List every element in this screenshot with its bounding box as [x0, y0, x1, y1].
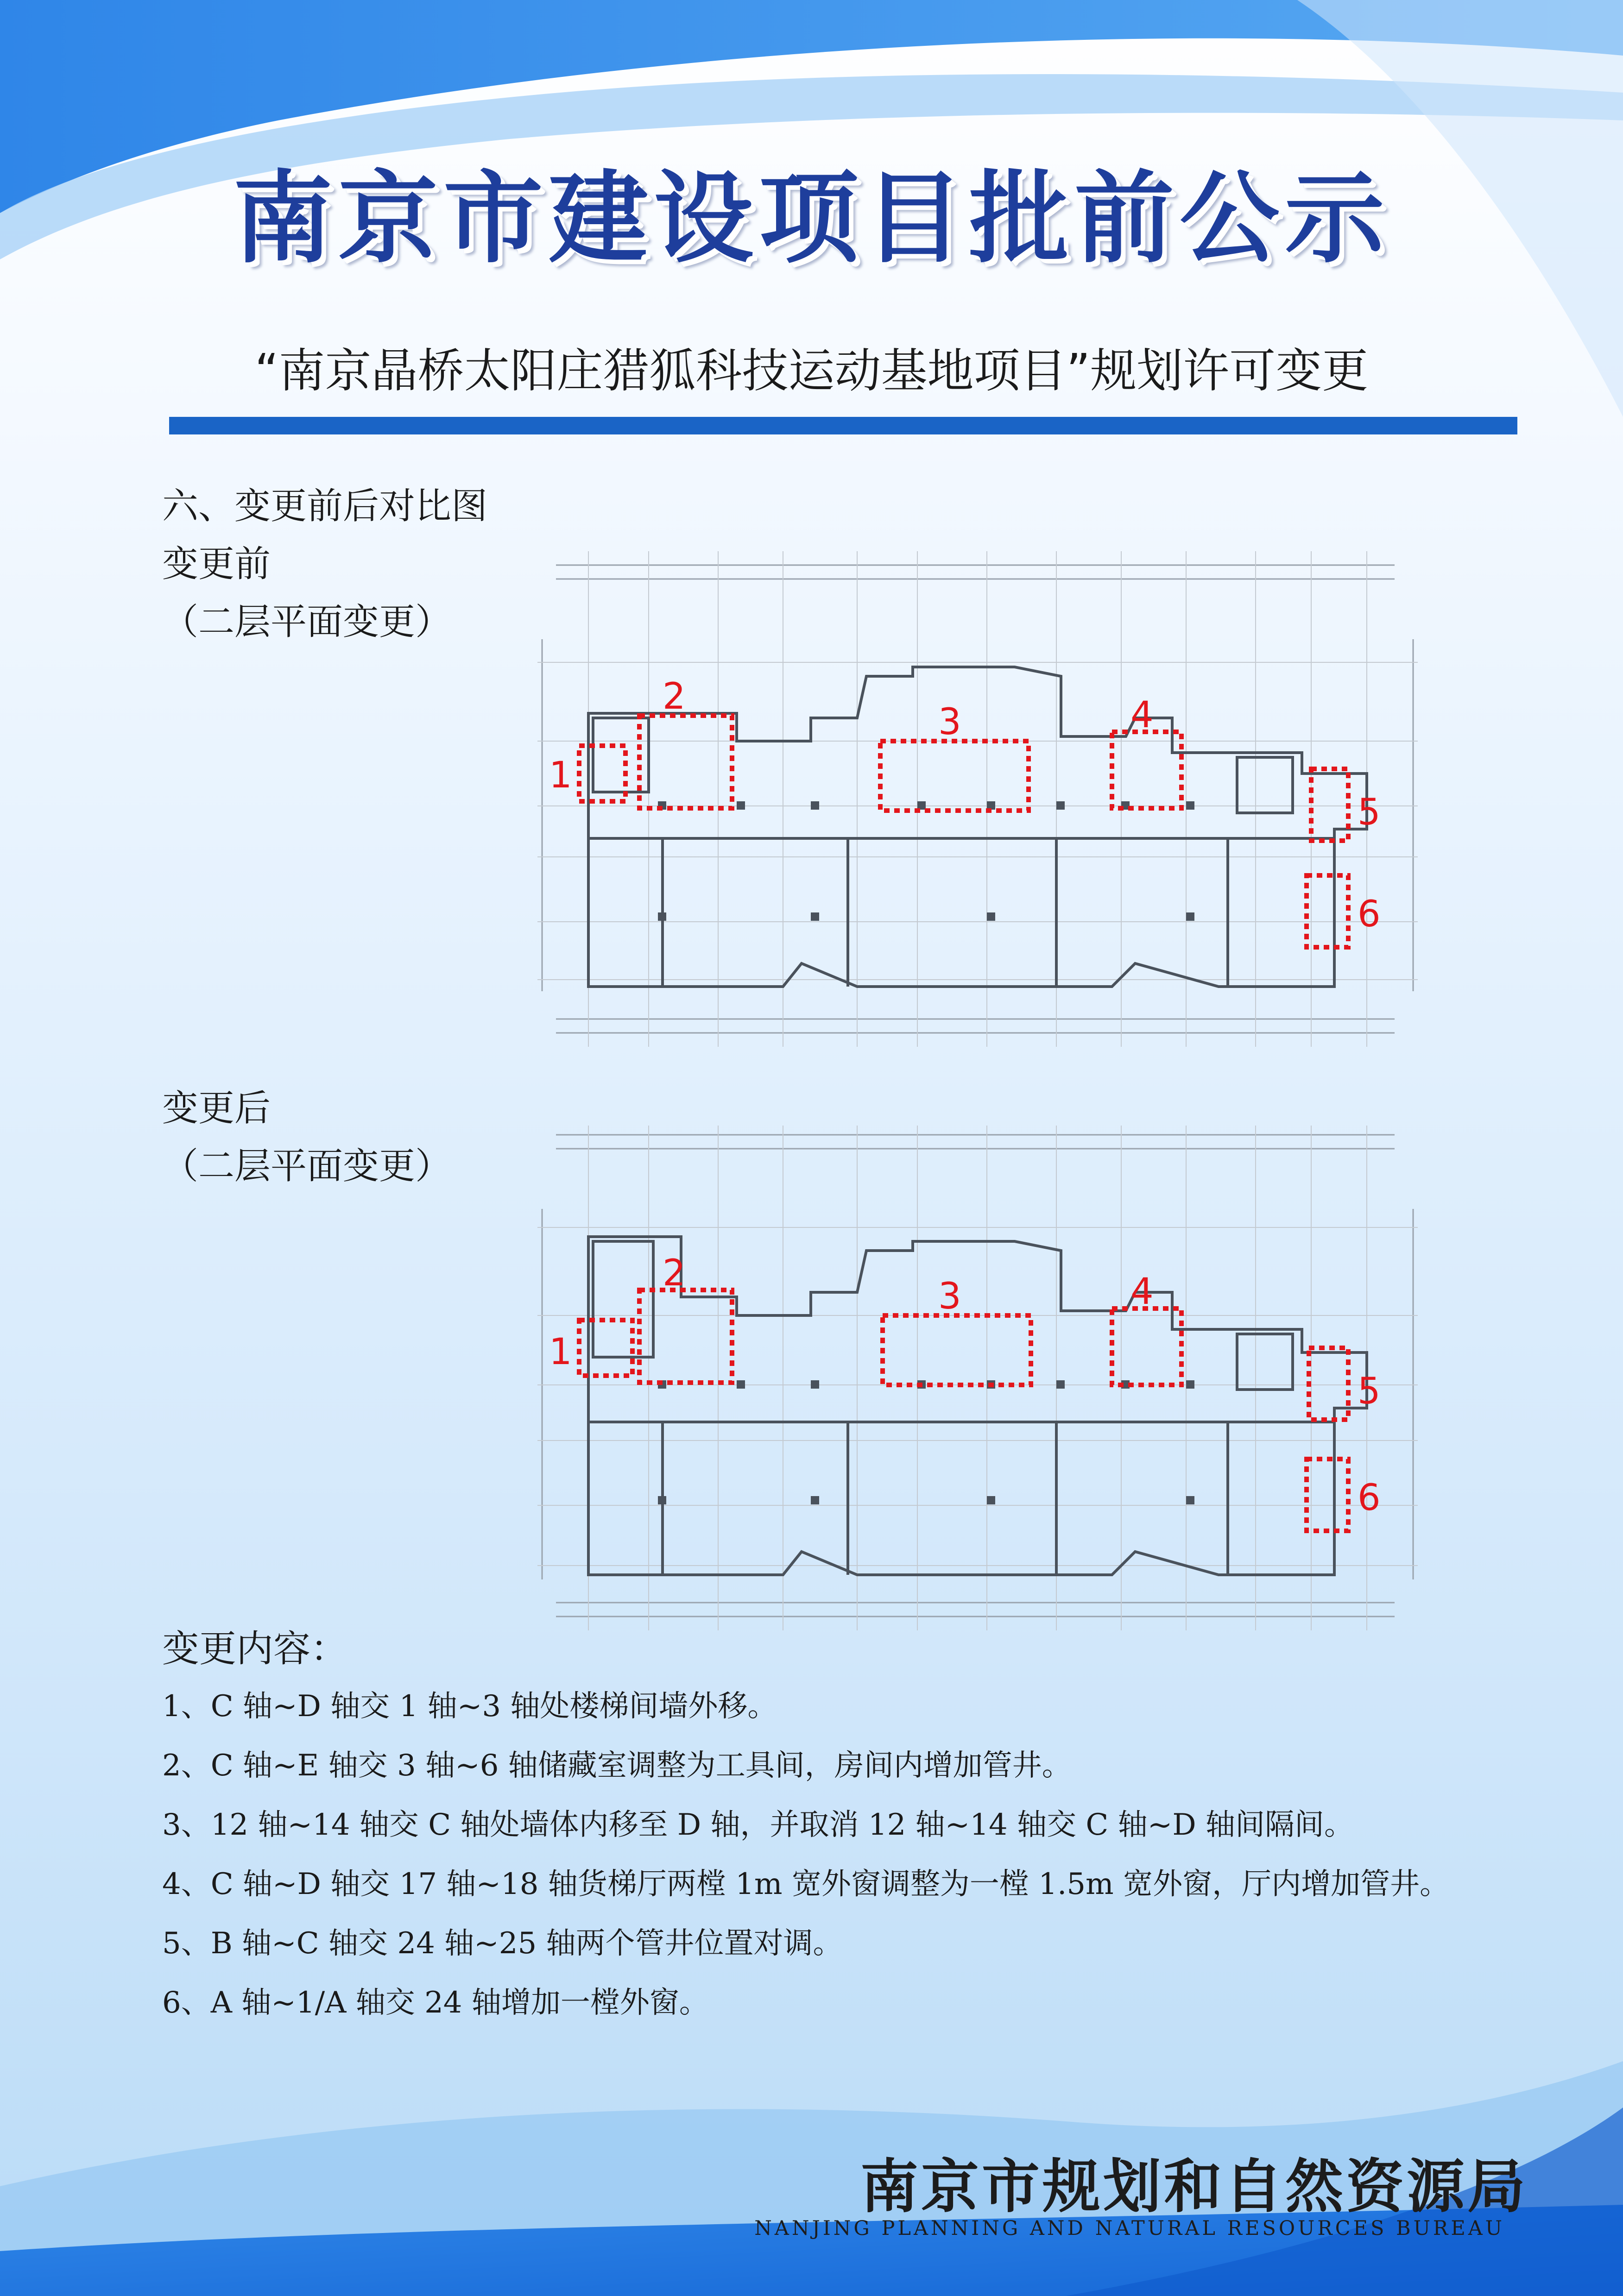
change-item-5: 5、B 轴~C 轴交 24 轴~25 轴两个管井位置对调。 [162, 1926, 843, 1961]
change-item-6: 6、A 轴~1/A 轴交 24 轴增加一樘外窗。 [162, 1986, 709, 2020]
plan-marker-3: 3 [938, 1276, 961, 1317]
project-subtitle: “南京晶桥太阳庄猎狐科技运动基地项目”规划许可变更 [254, 344, 1369, 398]
plan-marker-6: 6 [1358, 1477, 1381, 1519]
page-title: 南京市建设项目批前公示 [233, 159, 1390, 277]
plan-marker-5: 5 [1358, 1371, 1381, 1412]
change-item-4: 4、C 轴~D 轴交 17 轴~18 轴货梯厅两樘 1m 宽外窗调整为一樘 1.5m 宽外窗，厅内增加管井。 [162, 1867, 1450, 1901]
plan-marker-2: 2 [663, 676, 686, 717]
floor-plan-after-drawing [524, 1121, 1432, 1640]
after-sublabel: （二层平面变更） [162, 1145, 452, 1187]
issuer-name-en: NANJING PLANNING AND NATURAL RESOURCES BUREAU [754, 2217, 1505, 2240]
change-item-3: 3、12 轴~14 轴交 C 轴处墙体内移至 D 轴，并取消 12 轴~14 轴交 C 轴~D 轴间隔间。 [162, 1808, 1354, 1842]
change-item-1: 1、C 轴~D 轴交 1 轴~3 轴处楼梯间墙外移。 [162, 1689, 777, 1724]
before-sublabel: （二层平面变更） [162, 601, 452, 643]
floor-plan-after [524, 1121, 1432, 1640]
title-divider [169, 417, 1517, 434]
section-heading: 六、变更前后对比图 [162, 485, 488, 527]
floor-plan-before [524, 523, 1432, 1070]
plan-marker-1: 1 [549, 1331, 572, 1373]
changes-heading: 变更内容： [162, 1627, 347, 1670]
changes-list [162, 1677, 1459, 2032]
plan-marker-2: 2 [663, 1252, 686, 1294]
plan-marker-4: 4 [1130, 694, 1154, 736]
plan-marker-4: 4 [1130, 1271, 1154, 1313]
before-label: 变更前 [162, 543, 271, 585]
plan-marker-6: 6 [1358, 893, 1381, 935]
floor-plan-before-drawing [524, 523, 1432, 1070]
plan-marker-5: 5 [1358, 792, 1381, 833]
after-label: 变更后 [162, 1088, 271, 1129]
plan-marker-3: 3 [938, 701, 961, 743]
plan-marker-1: 1 [549, 755, 572, 796]
change-item-2: 2、C 轴~E 轴交 3 轴~6 轴储藏室调整为工具间，房间内增加管井。 [162, 1749, 1072, 1783]
issuer-name: 南京市规划和自然资源局 [860, 2153, 1528, 2221]
